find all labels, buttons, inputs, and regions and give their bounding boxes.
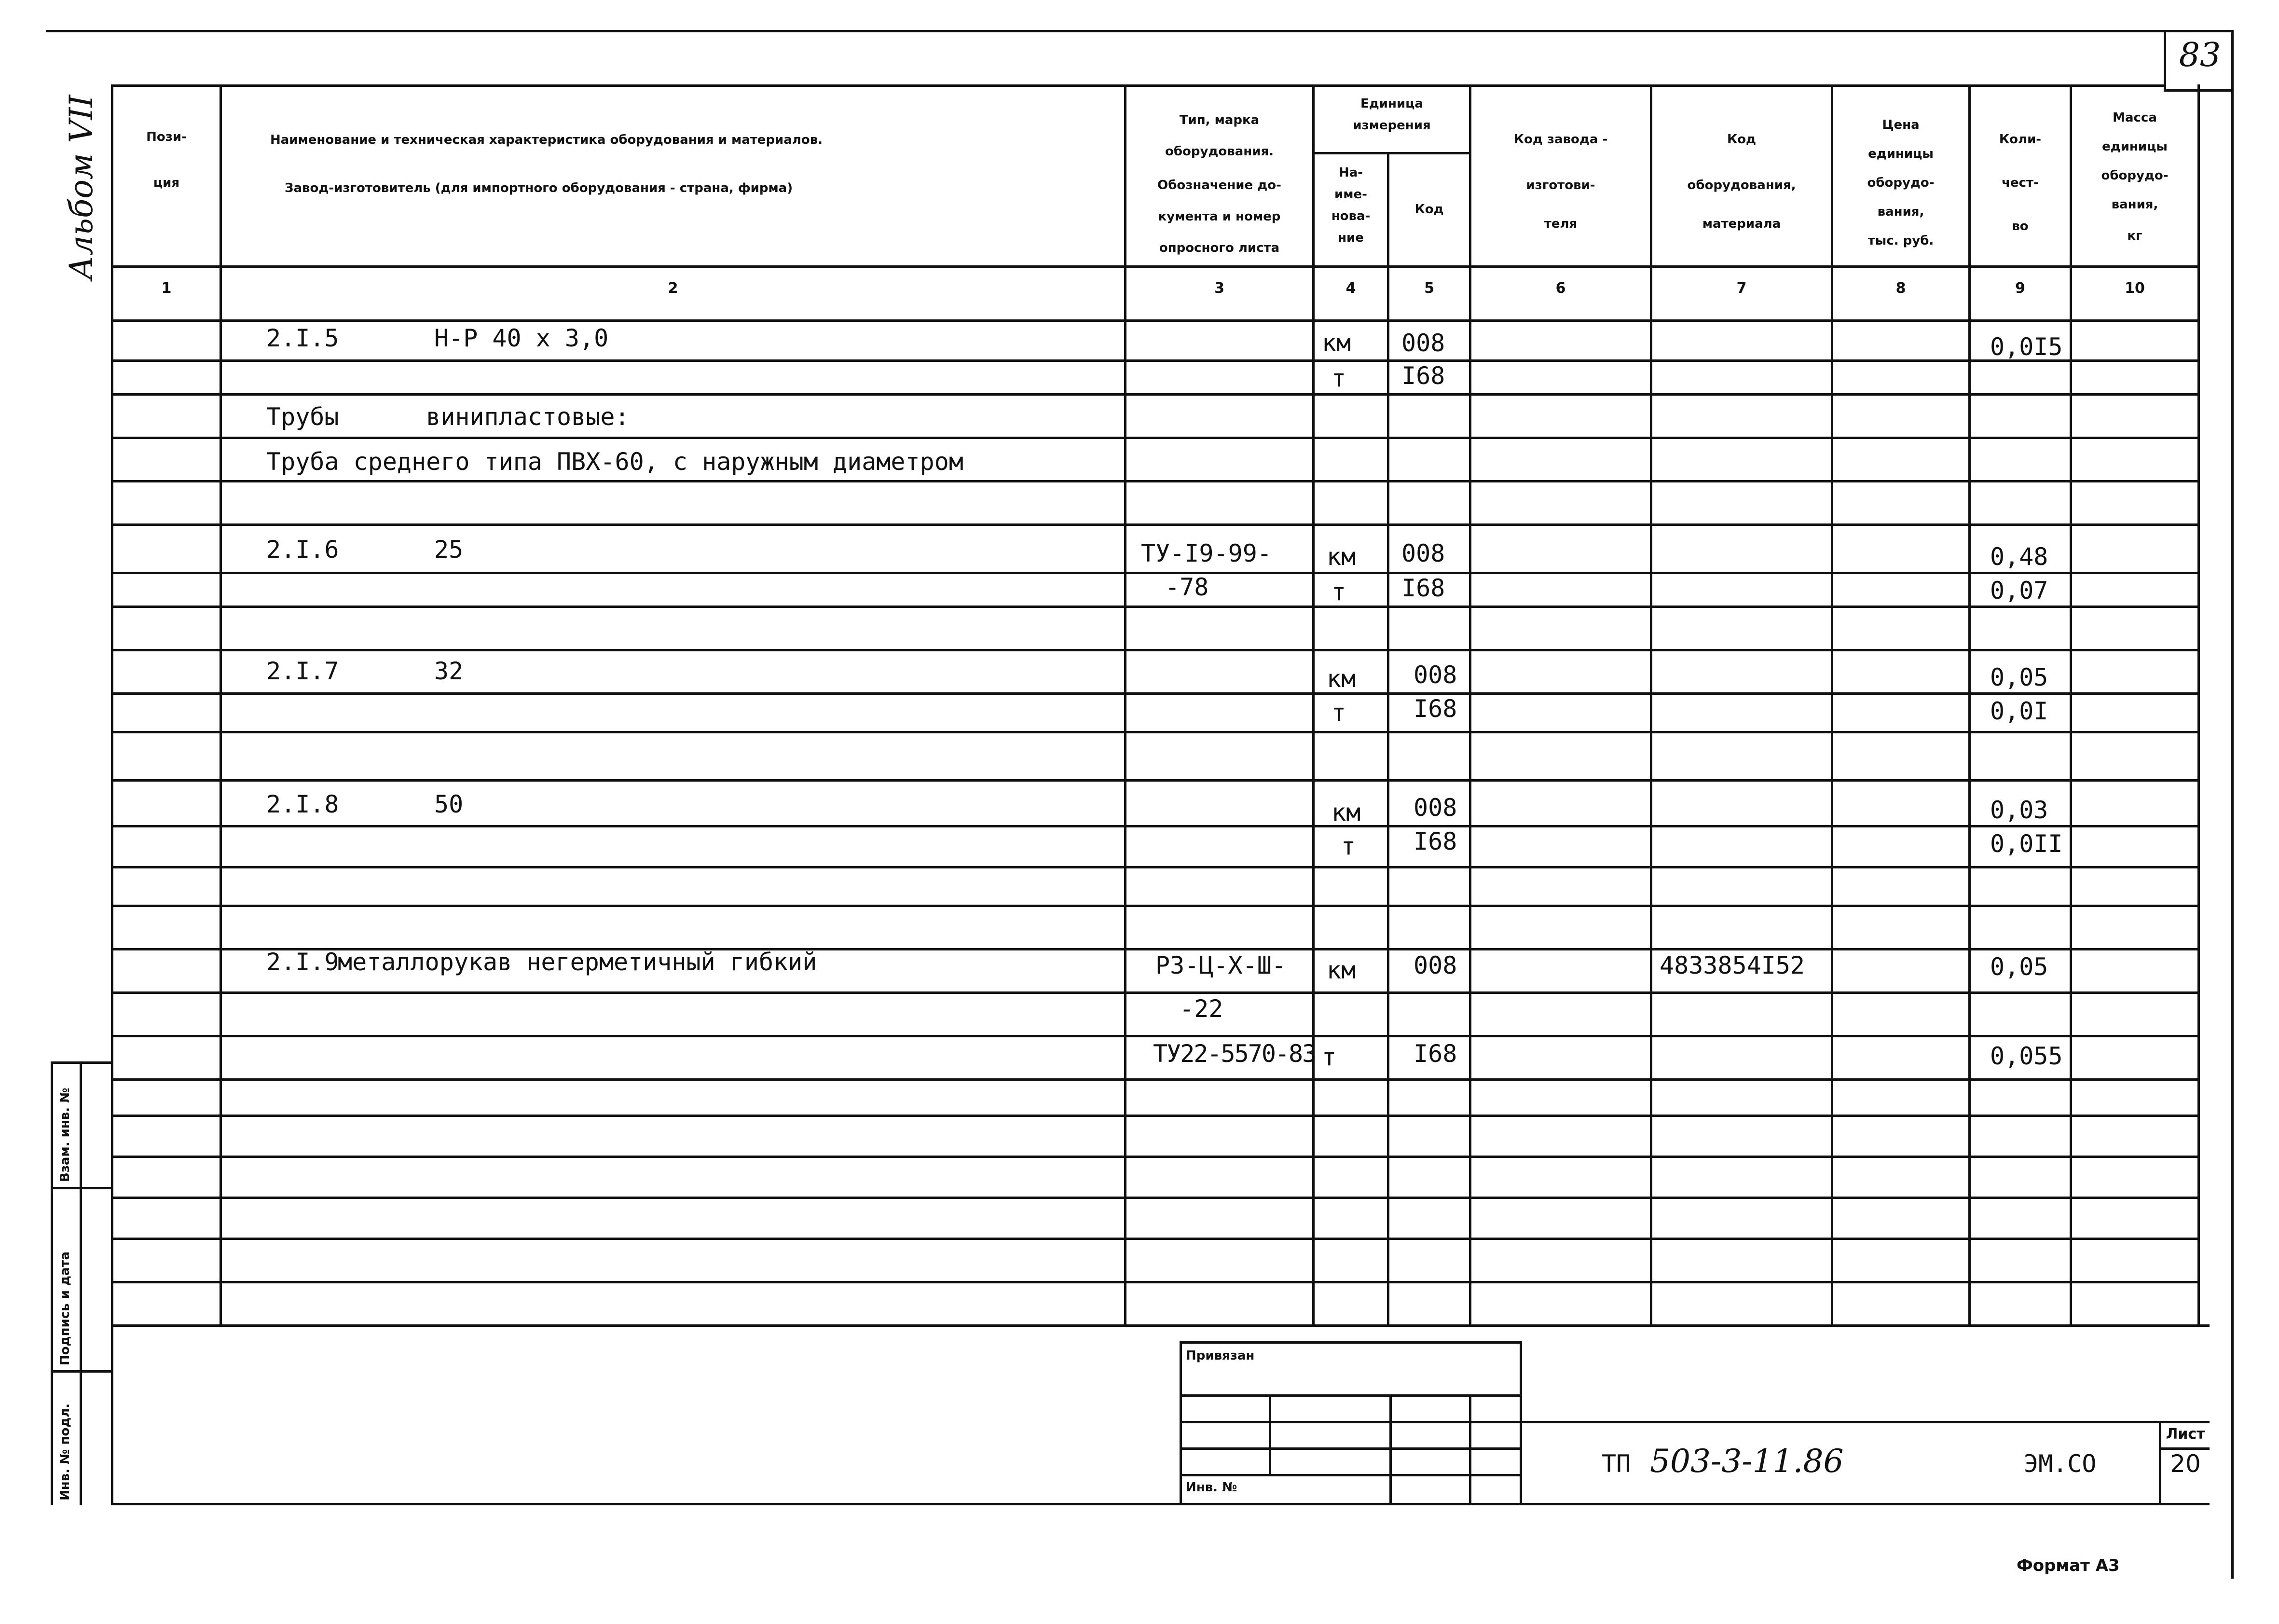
row-unit-code: 008 [1401, 539, 1445, 567]
header-unit-code: Код [1414, 202, 1444, 217]
row-name: 50 [434, 790, 464, 818]
header-material-code-line1: Код [1727, 132, 1757, 147]
row-position: 2.I.8 [266, 790, 339, 818]
col-line-3 [1312, 84, 1315, 1327]
column-number-4: 4 [1345, 280, 1356, 297]
row-type: ТУ-I9-99- [1141, 539, 1272, 567]
header-type-line3: Обозначение до- [1157, 178, 1281, 193]
row-separator-line [111, 692, 2200, 695]
header-material-code-line2: оборудования, [1687, 178, 1796, 193]
column-number-8: 8 [1895, 280, 1906, 297]
row-separator-line [111, 523, 2200, 526]
row-separator-line [111, 1115, 2200, 1117]
header-type-line2: оборудования. [1165, 144, 1274, 159]
column-number-5: 5 [1424, 280, 1434, 297]
header-mass-line2: единицы [2102, 139, 2168, 154]
row-separator-line [111, 649, 2200, 651]
row-quantity: 0,48 [1990, 543, 2048, 571]
row-separator-line [111, 991, 2200, 994]
row-separator-line [111, 1197, 2200, 1199]
header-factory-code-line1: Код завода - [1513, 132, 1608, 147]
row-separator-line [111, 606, 2200, 608]
row-name: Н-Р 40 x 3,0 [434, 324, 609, 352]
unit-subheader-line [1312, 152, 1471, 154]
table-bottom-border [111, 1324, 2210, 1327]
side-strip-divider-2 [51, 1370, 113, 1373]
side-label-podpis: Подпись и дата [58, 1251, 72, 1365]
row-separator-line [111, 1238, 2200, 1240]
table-top-border [111, 84, 2166, 87]
row-unit-code: I68 [1414, 695, 1457, 723]
header-type-line1: Тип, марка [1179, 113, 1260, 127]
header-factory-code-line3: теля [1544, 217, 1578, 231]
col-line-9 [2070, 84, 2072, 1327]
row-unit-code: 008 [1414, 794, 1457, 822]
side-label-inv-podl: Инв. № подл. [58, 1403, 72, 1500]
row-separator-line [111, 1156, 2200, 1158]
row-separator-line [111, 437, 2200, 439]
header-mass-line4: вания, [2111, 197, 2158, 212]
header-unit-name-line2: име- [1334, 187, 1367, 202]
header-unit-line2: измерения [1353, 118, 1431, 133]
sheet-number: 83 [2179, 36, 2221, 74]
row-quantity: 0,03 [1990, 796, 2048, 824]
column-number-1: 1 [161, 280, 172, 297]
col-line-1 [220, 84, 222, 1327]
row-separator-line [111, 1035, 2200, 1037]
column-number-6: 6 [1555, 280, 1566, 297]
doc-code: ЭМ.СО [2024, 1450, 2097, 1478]
row-type: ТУ22-5570-83 [1153, 1040, 1316, 1068]
top-edge-line [46, 30, 2231, 32]
row-quantity: 0,0II [1990, 830, 2063, 858]
row-separator-line [111, 731, 2200, 733]
row-unit: т [1332, 578, 1346, 606]
col-line-10 [2197, 84, 2200, 1327]
row-separator-line [111, 1078, 2200, 1081]
header-unit-line1: Единица [1360, 96, 1423, 111]
stamp-col-line-1 [1269, 1394, 1271, 1476]
header-mass-line5: кг [2127, 229, 2142, 243]
row-position: 2.I.7 [266, 657, 339, 685]
row-unit-code: I68 [1414, 1040, 1457, 1068]
sheet-number-box-left [2164, 30, 2166, 92]
header-quantity-line2: чест- [2002, 176, 2039, 190]
header-factory-code-line2: изготови- [1526, 178, 1595, 193]
side-strip-left-line [51, 1061, 53, 1505]
row-name: Труба среднего типа ПВХ-60, с наружным диаметром [266, 448, 963, 476]
stamp-top-line [1180, 1341, 1522, 1344]
stamp-privyazan-label: Привязан [1186, 1349, 1255, 1363]
row-name: металлорукав негерметичный гибкий [338, 948, 817, 976]
title-block-top-line [1520, 1421, 2210, 1423]
row-separator-line [111, 825, 2200, 827]
header-material-code-line3: материала [1702, 217, 1781, 231]
row-unit: т [1322, 1043, 1337, 1071]
header-position-line1: Пози- [146, 130, 187, 144]
row-quantity: 0,05 [1990, 953, 2048, 981]
row-type: -22 [1180, 995, 1223, 1023]
row-name: 25 [434, 536, 464, 564]
header-name-line2: Завод-изготовитель (для импортного оборудования - страна, фирма) [285, 181, 793, 195]
col-line-8 [1968, 84, 1971, 1327]
doc-tp-prefix: ТП [1602, 1450, 1631, 1478]
frame-left-border [111, 84, 113, 1505]
format-label: Формат А3 [2017, 1556, 2120, 1575]
row-quantity: 0,0I5 [1990, 333, 2063, 361]
header-price-line2: единицы [1868, 147, 1934, 161]
header-quantity-line3: во [2012, 219, 2029, 234]
header-name-line1: Наименование и техническая характеристика оборудования и материалов. [270, 133, 823, 147]
header-unit-name-line4: ние [1338, 231, 1364, 245]
row-separator-line [111, 359, 2200, 362]
side-strip-mid-line [80, 1061, 82, 1505]
row-unit: км [1332, 798, 1361, 826]
frame-bottom-border [111, 1503, 2210, 1505]
row-name: 32 [434, 657, 464, 685]
list-label: Лист [2166, 1426, 2205, 1443]
row-position: 2.I.6 [266, 536, 339, 564]
stamp-col-line-2 [1389, 1394, 1392, 1503]
doc-number: 503-3-11.86 [1650, 1443, 1844, 1480]
stamp-inv-no-label: Инв. № [1186, 1480, 1237, 1495]
row-quantity: 0,055 [1990, 1042, 2063, 1070]
row-separator-line [111, 1281, 2200, 1283]
col-line-6 [1650, 84, 1652, 1327]
row-position: 2.I.9 [266, 948, 339, 976]
row-type: РЗ-Ц-Х-Ш- [1155, 951, 1286, 979]
row-unit-code: 008 [1414, 661, 1457, 689]
row-separator-line [111, 572, 2200, 574]
row-unit: т [1332, 364, 1346, 392]
row-separator-line [111, 779, 2200, 782]
col-line-5 [1469, 84, 1471, 1327]
side-strip-top-line [51, 1061, 113, 1064]
row-separator-line [111, 905, 2200, 907]
row-type: -78 [1165, 573, 1209, 601]
row-unit-code: I68 [1414, 827, 1457, 855]
row-quantity: 0,0I [1990, 697, 2048, 725]
row-quantity: 0,05 [1990, 663, 2048, 691]
row-unit: км [1327, 665, 1356, 693]
header-type-line4: кумента и номер [1158, 209, 1281, 224]
col-line-7 [1831, 84, 1833, 1327]
column-number-3: 3 [1214, 280, 1224, 297]
header-price-line3: оборудо- [1867, 176, 1935, 190]
row-unit-code: 008 [1414, 951, 1457, 979]
column-number-7: 7 [1736, 280, 1747, 297]
numbers-row-border [111, 319, 2200, 322]
header-bottom-border [111, 265, 2200, 268]
header-mass-line1: Масса [2113, 110, 2157, 125]
row-separator-line [111, 866, 2200, 868]
row-unit: т [1332, 699, 1346, 727]
header-quantity-line1: Коли- [1999, 132, 2042, 147]
right-edge-line [2231, 30, 2234, 1579]
header-price-line5: тыс. руб. [1867, 234, 1934, 248]
header-position-line2: ция [153, 176, 180, 190]
row-name: Трубы винипластовые: [266, 403, 630, 431]
col-line-2 [1124, 84, 1126, 1327]
list-number: 20 [2170, 1450, 2201, 1478]
album-label: Альбом VII [63, 95, 100, 280]
column-number-10: 10 [2125, 280, 2145, 297]
row-position: 2.I.5 [266, 324, 339, 352]
stamp-col-line-3 [1469, 1394, 1471, 1503]
stamp-right-line [1520, 1341, 1522, 1505]
row-separator-line [111, 393, 2200, 396]
header-price-line4: вания, [1877, 205, 1924, 219]
col-line-4 [1387, 152, 1389, 1327]
row-quantity: 0,07 [1990, 577, 2048, 605]
row-unit: км [1327, 543, 1356, 571]
row-unit: т [1341, 832, 1356, 860]
row-unit-code: I68 [1401, 574, 1445, 602]
column-number-9: 9 [2015, 280, 2025, 297]
header-unit-name-line3: нова- [1331, 209, 1371, 223]
stamp-left-line [1180, 1341, 1182, 1505]
row-unit: км [1327, 956, 1356, 984]
row-unit-code: 008 [1401, 329, 1445, 357]
side-label-vzam: Взам. инв. № [58, 1087, 72, 1182]
column-number-2: 2 [668, 280, 678, 297]
row-unit-code: I68 [1401, 362, 1445, 390]
header-price-line1: Цена [1882, 118, 1920, 132]
header-unit-name-line1: На- [1338, 165, 1363, 180]
header-type-line5: опросного листа [1159, 241, 1280, 255]
header-mass-line3: оборудо- [2101, 168, 2169, 183]
row-material-code: 4833854I52 [1660, 951, 1805, 979]
row-separator-line [111, 480, 2200, 482]
row-unit: км [1322, 329, 1351, 357]
side-strip-divider-1 [51, 1187, 113, 1189]
